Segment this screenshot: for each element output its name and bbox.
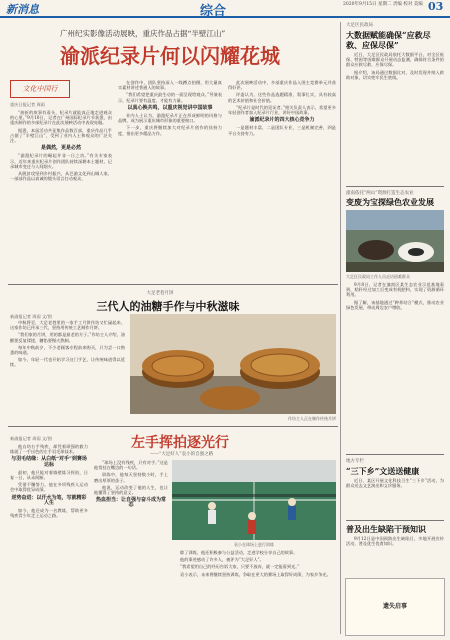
lead-subhead: 是偶然，更是必然	[40, 145, 81, 152]
lead-paragraph: 评委认为，这些作品选题精准、叙事扎实，具有较高的艺术价值和社会价值。	[228, 92, 336, 103]
badminton-image	[172, 460, 336, 540]
sidebar-story2-kicker: 潼南依托“两山”资源打造生态农业	[346, 191, 414, 196]
sidebar-photo-caption: 大足区民政局工作人员走访困难群众	[346, 274, 410, 279]
badminton-headline: 左手挥拍逐光行	[131, 435, 229, 451]
mooncake-headline: 三代人的油糖手作与中秋滋味	[96, 300, 240, 313]
badminton-subhead: ——“大足好人”袁小的自强之路	[150, 452, 214, 457]
lead-paragraph: 一是题材丰富，二是团队专业，三是机制完善，四是平台支持有力。	[228, 125, 336, 136]
sidebar-rule	[346, 454, 444, 455]
sidebar-body	[346, 52, 444, 182]
lead-byline: 重庆日报记者 周雨	[10, 102, 45, 107]
column-logo: 文化中国行	[10, 80, 70, 98]
badminton-subhead-2: 逆势奋进：以汗水为笔，写就精彩人生	[11, 494, 87, 506]
sidebar-story3-headline: “三下乡”文送送健康	[346, 466, 420, 476]
mooncake-kicker: 大足老巷月饼	[146, 291, 174, 296]
mooncake-body	[10, 320, 125, 425]
sidebar-story2-headline: 变废为宝探绿色农业发展	[346, 197, 434, 207]
lead-kicker: 广州纪实影像活动展映，重庆作品占据“半壁江山”	[60, 29, 226, 38]
lead-paragraph: “我们希望把重庆最生动的一面呈现给观众。”导演表示，纪录片要有温度，才能有力量。	[118, 92, 222, 103]
lead-headline: 渝派纪录片何以闪耀花城	[60, 44, 280, 68]
badminton-subhead-3: 热血担当：让自强与奋斗成为常态	[95, 497, 166, 509]
mooncake-caption: 作坊主人正在制作传统月饼	[288, 416, 336, 421]
lead-column-3	[228, 80, 336, 280]
lead-paragraph: 下一步，重庆将继续加大对纪录片创作的扶持力度，推出更多精品力作。	[118, 125, 222, 136]
section-rule	[8, 426, 338, 427]
sidebar-story4-body	[346, 536, 444, 576]
badminton-photo	[172, 460, 336, 540]
sidebar-paragraph: 据了解，该基地通过“种养结合”模式，推动农业绿色发展，带动周边农户增收。	[346, 299, 444, 310]
date-line: 2020年9月15日 星期二 责编 校对 美编	[343, 2, 423, 7]
lead-paragraph: 在创作中，团队坚持深入一线蹲点拍摄，用大量真实素材讲述普通人的故事。	[118, 80, 222, 91]
notice-box	[345, 578, 445, 636]
badminton-paragraph: 如今，他还成为一名教练，帮助更多残疾青少年走上运动之路。	[10, 508, 88, 519]
lead-paragraph: 从脱贫攻坚到乡村振兴，从巴渝文化到山城人家，一部部作品以真诚的镜头语言打动观众。	[10, 171, 112, 182]
lead-paragraph: 据悉，本届活动共征集作品数百部，重庆作品几乎占据了“半壁江山”，受到了业内人士和观众的广泛关注。	[10, 127, 112, 144]
sidebar-photo	[346, 210, 444, 272]
masthead	[0, 0, 450, 18]
section-title: 综合	[200, 4, 227, 19]
sidebar-paragraph: 9月12日是中国预防出生缺陷日，多地开展宣传活动，普及优生优育知识。	[346, 536, 444, 547]
sidebar-tag: 大足区民政局	[346, 23, 373, 28]
sidebar-headline: 大数据赋能确保“应救尽救、应保尽保”	[346, 30, 431, 50]
badminton-paragraph: 袁小表示，未来将继续坚持训练，争取在更大的赛场上取得好成绩，为家乡争光。	[180, 571, 331, 577]
mooncake-paragraph: 如今，年轻一代也开始学习这门手艺，让传统味道得以延续。	[10, 357, 125, 368]
badminton-paragraph: 除了训练，他还积极参与公益活动，走进学校分享自己的故事。	[180, 550, 298, 555]
section-rule	[8, 284, 338, 285]
badminton-paragraph: 他说，运动改变了他的人生，也让他懂得了坚持的意义。	[94, 484, 168, 496]
lead-paragraph: “曲折的故事有看头，纪录片就能真正地走进观众的心里。”9月10日，记者在广州国际纪录片节获悉，由重庆制作的多部纪录片在此次展映活动中表现亮眼。	[10, 110, 112, 126]
badminton-paragraph: 凭借不懈努力，他在多项残疾人运动会中取得优异成绩。	[10, 482, 88, 493]
lead-paragraph: 此次展映活动中，多部重庆作品入围主竞赛单元并获得好评。	[228, 80, 336, 91]
sidebar-story3-kicker: 地方专栏	[346, 459, 364, 464]
column-rule	[340, 22, 341, 634]
sidebar-rule	[346, 520, 444, 521]
lead-paragraph: 业内人士认为，渝派纪录片正在形成鲜明的风格与品牌，成为展示重庆城市形象的重要窗口。	[118, 113, 222, 124]
badminton-caption: 袁小在球场上进行训练	[234, 542, 274, 547]
badminton-column-right	[172, 550, 336, 634]
mooncake-photo	[130, 314, 336, 414]
badminton-paragraph: “球场上没有残疾，只有对手。”这是他常挂在嘴边的一句话。	[94, 460, 168, 471]
sidebar-rule	[346, 186, 444, 187]
mooncake-paragraph: 中秋将至，大足老巷里的一家手工月饼作坊又忙碌起来。这家作坊已传承三代，坚持用传统工艺制作月饼。	[10, 320, 125, 331]
badminton-column-left	[10, 444, 88, 634]
lead-column-1	[10, 110, 112, 280]
farm-image	[346, 210, 444, 272]
sidebar-paragraph: 据介绍，该局通过数据比对，及时发现并纳入救助对象，切实兜牢民生底线。	[346, 69, 444, 80]
sidebar-paragraph: 近日，某区开展文化科技卫生“三下乡”活动，为群众送去文艺演出和义诊服务。	[346, 478, 444, 489]
badminton-subhead-1: 与羽毛结缘：从白纸“对手”到赛场达标	[11, 456, 87, 468]
mooncake-paragraph: 每年中秋前夕，不少老顾客专程前来购买，只为尝一口熟悉的味道。	[10, 344, 125, 356]
notice-title: 遗失启事	[382, 603, 407, 610]
lead-paragraph: “纪录片是时代的见证者。”相关负责人表示，希望更多年轻创作者加入纪录片行业，讲好中国故事。	[228, 104, 336, 116]
sidebar-story3-body	[346, 478, 444, 518]
badminton-paragraph: 他的事迹感动了许多人，被评为“大足好人”。	[180, 557, 264, 563]
sidebar-paragraph: 9月8日，记者在潼南区某生态农业示范基地看到，秸秆经过加工后变成有机肥料，实现了资源循环利用。	[346, 282, 444, 298]
mooncake-image	[130, 314, 336, 414]
sidebar-story2-body	[346, 282, 444, 452]
badminton-paragraph: “我希望用自己的经历告诉大家，只要不放弃，就一定能看到光。”	[180, 564, 300, 570]
lead-column-2	[118, 80, 222, 280]
sidebar-story4-headline: 普及出生缺陷干预知识	[346, 524, 426, 534]
lead-subhead: 渝派纪录片的四大核心竞争力	[249, 117, 315, 124]
lead-subhead: 以真心换共鸣，以重庆视觉讲中国故事	[127, 104, 213, 111]
newspaper-logo: 新消息	[6, 3, 39, 16]
mooncake-byline: 新渝报记者 周雨 文/图	[10, 314, 52, 319]
badminton-byline: 新渝报记者 周雨 文/图	[10, 436, 52, 441]
badminton-paragraph: 训练中，他每天坚持数小时，手上磨出厚厚的茧子。	[94, 472, 168, 483]
lead-paragraph: “渝派纪录片的崛起并非一日之功。”有关专家表示，近年来重庆纪录片创作团队持续深耕本土题材，记录城市变迁与人间烟火。	[10, 153, 112, 169]
sidebar-paragraph: 近日，大足区民政局依托大数据平台，对全区低保、特困等困难群众开展动态监测，确保符合条件的群众应救尽救、应保尽保。	[346, 52, 444, 68]
badminton-paragraph: 最初，他只能对着墙壁练习挥拍，日复一日，从未间断。	[10, 469, 88, 481]
mooncake-paragraph: “我们家的月饼，用的都是最老的方子。”作坊主人介绍，油酥要反复揉搓，糖馅要慢火熬制。	[10, 332, 125, 343]
badminton-paragraph: 他自幼右手残疾，却凭着顽强的毅力练就了一手出色的左手羽毛球技术。	[10, 444, 88, 455]
badminton-column-mid	[94, 460, 168, 634]
page-number: 03	[428, 0, 444, 13]
